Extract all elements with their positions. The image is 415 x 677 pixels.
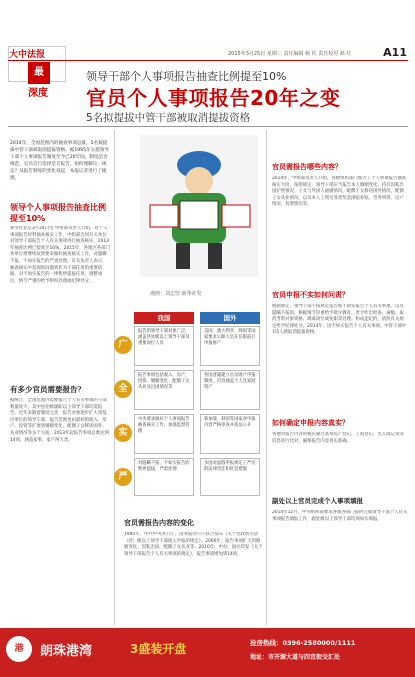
diagram-cell-abroad-4: 多国对虚假申报规定了严厉的法律责任和处罚措施 (200, 458, 260, 496)
cartoon-illustration (140, 135, 258, 277)
diagram-label-quan: 全 (114, 380, 132, 398)
headline-subtitle: 5名拟提拔中管干部被取消提拔资格 (86, 112, 251, 124)
section-heading-accountability: 官员申报不实如何问责？ (272, 291, 349, 299)
diagram-cell-abroad-3: 新加坡、韩国等国家对申报内容严格审查并依法公开 (200, 414, 260, 454)
ad-brand: 朗珠港湾 (40, 644, 93, 659)
diagram-cell-china-4: 对隐瞒不报、不如实报告的暂停提拔，严肃处理 (134, 458, 194, 496)
section-heading-changes: 官员需报告内容的变化 (124, 519, 194, 527)
diagram-header-abroad: 国外 (200, 312, 260, 324)
newspaper-logo: 大中法报 (9, 50, 46, 60)
intro-paragraph: 2014年，全国范围内的抽查事项总量，5名拟提拔中管干部被取消提拔资格。据1995年实施领导干部个人事项报告制度至今已20年间，制度是否规范，官员自行选择是否报告，如何理解这一规定？从报告制度的变化说起，本报记者进行了梳理。 (10, 141, 109, 181)
diagram-cell-china-1: 报告的领导干部对象广泛，涵盖县处级以上领导干部及重要岗位人员 (134, 326, 194, 366)
diagram-label-shi: 实 (114, 424, 132, 442)
ad-logo: 港 (6, 636, 32, 662)
ad-hotline: 抢房热线：0396-2580000/1111 (250, 639, 356, 647)
section-heading-verify: 如何确定申报内容真实？ (272, 419, 349, 427)
diagram-label-guang: 广 (114, 336, 132, 354)
section-heading-who: 有多少官员需要报告？ (10, 385, 85, 394)
column-divider-right (266, 130, 267, 625)
diagram-cell-abroad-1: 美国、澳大利亚、韩国等国家要求公职人员在任职前后申报财产 (200, 326, 260, 366)
cartoon-caption: 漫画：刘志坚 新华社发 (150, 291, 202, 297)
headline-kicker: 领导干部个人事项报告抽查比例提至10% (86, 70, 287, 83)
headline-title: 官员个人事项报告20年之变 (86, 86, 341, 110)
section-body-audit: 新华社北京3月24日电 中组部负责人介绍，对个人事项报告材料抽查核实工作，中组部会同有关单位对领导干部报告个人有关事项进行抽查核实，2014年抽查比例已提高至10%。2015年，各地区各部门各单位将继续按照要求做好抽查核实工作，对隐瞒不报、不如实报告的严肃处理。有关负责人表示，抽查核实中发现的问题将作为干部任用的重要依据，对不如实报告的一律暂停提拔任用、调整岗位，情节严重的给予组织处理或纪律处分。 (10, 226, 110, 284)
section-heading-audit: 领导个人事项报告抽查比例提至10% (10, 203, 106, 223)
section-heading-filing: 副处以上官员完成个人事项填报 (272, 497, 363, 505)
diagram-label-yan: 严 (114, 468, 132, 486)
section-heading-contents: 官员需报告哪些内容？ (272, 163, 342, 171)
section-body-filing: 2014年12月，中央组织部要求各地各部门按时完成领导干部个人有关事项报告填报工作，副处级以上领导干部均须如实填报。 (272, 510, 408, 522)
page-number: A11 (383, 46, 407, 59)
column-tag: 最 (28, 62, 50, 84)
section-body-verify: 各地对报告内容的核实通过查询房产登记、工商登记、出入境记录等信息进行比对，确保报告内容真实准确。 (272, 432, 404, 444)
ad-opening: 3盛装开盘 (130, 642, 187, 656)
section-body-accountability: 根据规定，领导干部不按规定报告或不如实报告个人有关事项，以及隐瞒不报的，根据情节轻重给予批评教育、责令作出检查、诫勉、取消考察对象资格、调离岗位或免职等处理；构成违纪的，依照有关规定给予纪律处分。2014年，因不如实报告个人有关事项，中管干部中有5人被取消提拔资格。 (272, 304, 407, 336)
diagram-cell-china-3: 中央要求做好个人事项报告抽查核实工作，加强监督管理 (134, 414, 194, 454)
section-body-who: 据统计，全国范围内需要报告个人有关事项的干部数量庞大，其中县处级副职以上领导干部均需报告。近年来随着制度完善，报告对象逐步扩大到基层单位的领导干部，报告范围也由最初的收入、房产、投资等扩展到婚姻变化、配偶子女移居国外、从业情况等多个方面。2013年起报告事项总数达到14项，涵盖家事、家产两大类。 (10, 398, 109, 443)
section-body-changes: 1995年，中共中央办公厅、国务院办公厅联合发布《关于党政机关县（处）级以上领导干部收入申报的规定》。2006年，报告事项扩大到婚姻变化、因私出国、配偶子女从业等。2010年，中办、国办印发《关于领导干部报告个人有关事项的规定》，报告事项增加到14项。 (124, 532, 263, 557)
page-header (0, 0, 415, 62)
issue-meta: 2015年3月25日 星期三 责任编辑 杨 钦 责任校对 郝 红 (228, 51, 352, 57)
header-rule (8, 60, 408, 61)
diagram-header-china: 我国 (134, 312, 194, 324)
column-tag-label: 深度 (28, 88, 48, 99)
section-body-contents: 2014年，中组部负责人介绍，各级组织部门加大了个人事项报告抽查核实力度，按照规定，领导干部应当报告本人婚姻变化、持有因私出国护照情况、子女与外国人通婚情况、配偶子女移居国外情况、配偶子女从业情况，以及本人工资及各类奖金津贴补贴、劳务所得、房产情况、投资情况等。 (272, 176, 407, 208)
diagram-cell-china-2: 报告事项包括收入、房产、投资、婚姻变化、配偶子女从业及出国情况等 (134, 370, 194, 410)
headline-rule (8, 126, 408, 127)
ad-address: 地址：市开源大道与四宜街交汇处 (250, 654, 341, 661)
comparison-diagram (112, 312, 264, 498)
diagram-cell-abroad-2: 各国普遍建立官员财产申报制度，内容涵盖个人及家庭资产 (200, 370, 260, 410)
